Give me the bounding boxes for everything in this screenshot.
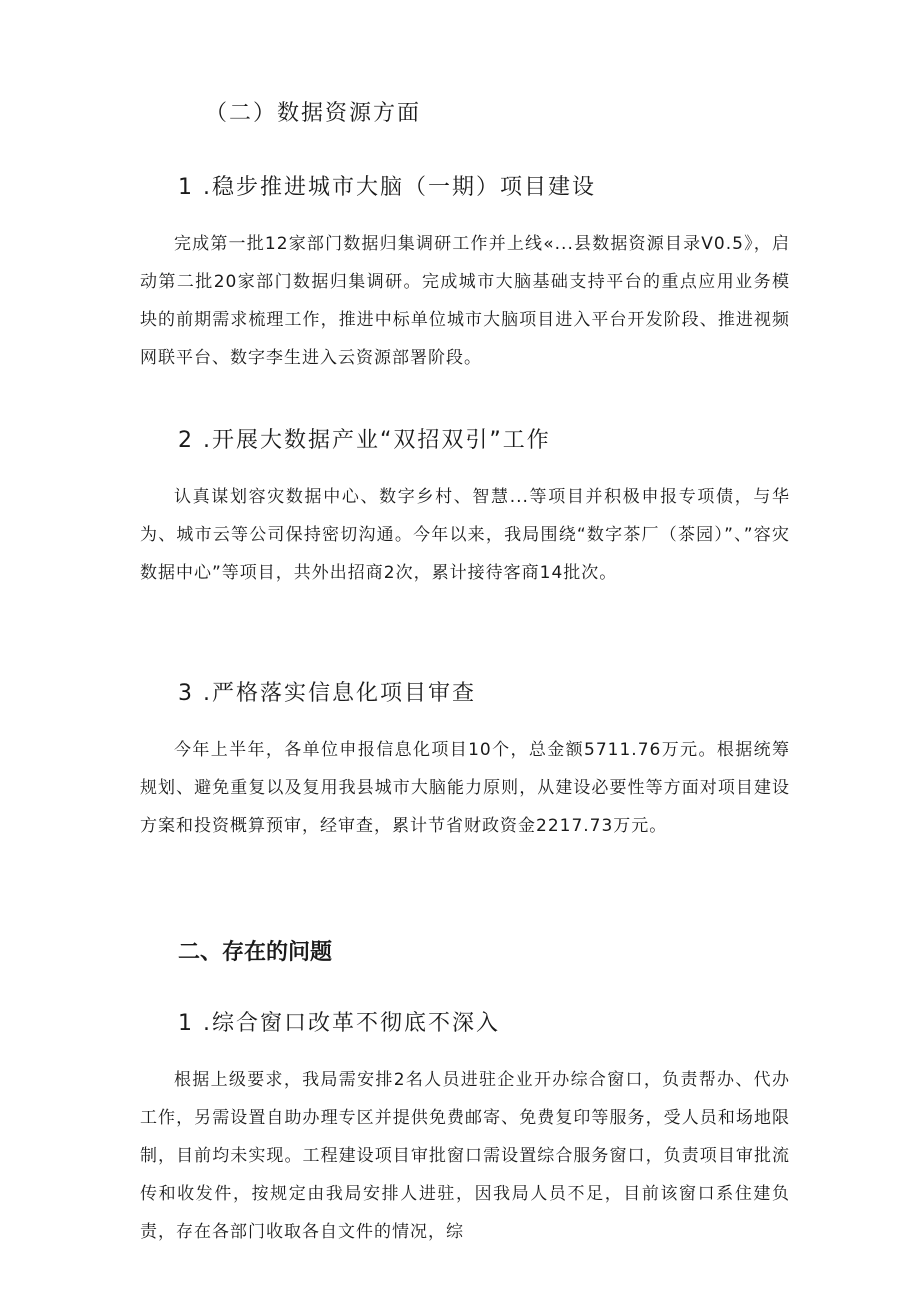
problem-title-1: 1 .综合窗口改革不彻底不深入: [178, 1011, 500, 1036]
section-title: 二、存在的问题: [178, 940, 333, 965]
problem-body-1: 根据上级要求，我局需安排2名人员进驻企业开办综合窗口，负责帮办、代办工作，另需设置自助办理专区并提供免费邮寄、免费复印等服务，受人员和场地限制，目前均未实现。工程建设项目审批窗口需设置综合服务窗口，负责项目审批流传和收发件，按规定由我局安排人进驻，因我局人员不足，目前该窗口系住建负责，存在各部门收取各自文件的情况，综: [140, 1070, 790, 1242]
item-title-2: 2 .开展大数据产业“双招双引”工作: [178, 428, 551, 453]
item-body-1: 完成第一批12家部门数据归集调研工作并上线«...县数据资源目录V0.5》，启动第二批20家部门数据归集调研。完成城市大脑基础支持平台的重点应用业务模块的前期需求梳理工作，推进中标单位城市大脑项目进入平台开发阶段、推进视频网联平台、数字李生进入云资源部署阶段。: [140, 234, 790, 368]
item-body-2: 认真谋划容灾数据中心、数字乡村、智慧...等项目并积极申报专项债，与华为、城市云等公司保持密切沟通。今年以来，我局围绕“数字茶厂（茶园）”、”容灾数据中心”等项目，共外出招商2次，累计接待客商14批次。: [140, 487, 790, 583]
subsection-title: （二）数据资源方面: [205, 101, 422, 126]
item-title-3: 3 .严格落实信息化项目审查: [178, 681, 476, 706]
item-title-1: 1 .稳步推进城市大脑（一期）项目建设: [178, 175, 596, 200]
item-body-3: 今年上半年，各单位申报信息化项目10个，总金额5711.76万元。根据统筹规划、避免重复以及复用我县城市大脑能力原则，从建设必要性等方面对项目建设方案和投资概算预审，经审查，累计节省财政资金2217.73万元。: [140, 740, 790, 836]
